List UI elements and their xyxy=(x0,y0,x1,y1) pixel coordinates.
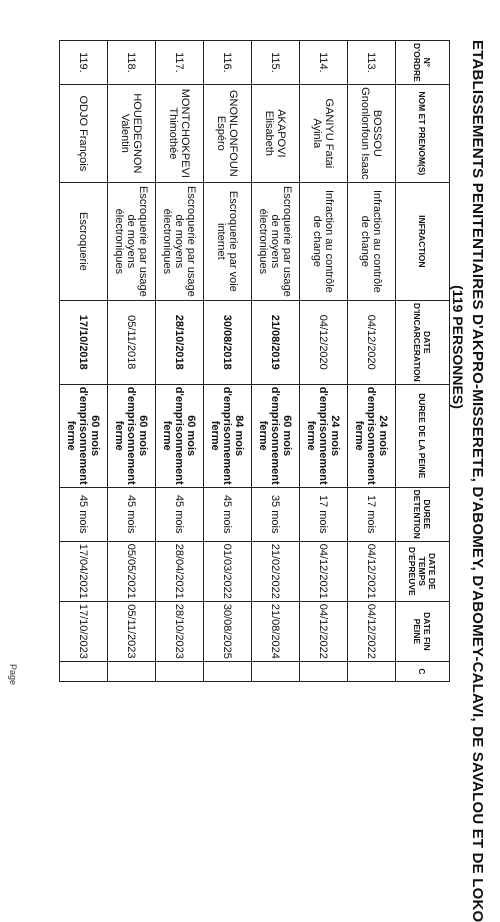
cell-name: HOUEDEGNON Valentin xyxy=(108,84,156,182)
cell-infraction: Infraction au contrôle de change xyxy=(300,182,348,300)
cell-duree-peine: 60 mois d'emprisonnement ferme xyxy=(156,384,204,487)
cell-duree-detention: 45 mois xyxy=(108,487,156,541)
cell-duree-peine: 60 mois d'emprisonnement ferme xyxy=(60,384,108,487)
cell-date-fin: 04/12/2022 xyxy=(348,601,396,661)
cell-date-fin: 05/11/2023 xyxy=(108,601,156,661)
cell-date-incarceration: 04/12/2020 xyxy=(300,300,348,384)
cell-duree-detention: 45 mois xyxy=(156,487,204,541)
header-infraction: INFRACTION xyxy=(396,182,450,300)
header-extra: C xyxy=(396,661,450,681)
cell-date-incarceration: 05/11/2018 xyxy=(108,300,156,384)
cell-num: 113. xyxy=(348,41,396,85)
cell-name: ODJO François xyxy=(60,84,108,182)
cell-name: GANIYU Fatai Ayinla xyxy=(300,84,348,182)
cell-infraction: Escroquerie xyxy=(60,182,108,300)
cell-date-epreuve: 04/12/2021 xyxy=(300,541,348,601)
cell-num: 114. xyxy=(300,41,348,85)
document-title: ETABLISSEMENTS PENITENTIAIRES D'AKPRO-MISSERETE, D'ABOMEY, D'ABOMEY-CALAVI, DE SAVALOU ET DE LOKO xyxy=(469,40,486,922)
header-name: NOM ET PRENOM(S) xyxy=(396,84,450,182)
cell-date-fin: 21/08/2024 xyxy=(252,601,300,661)
cell-date-fin: 04/12/2022 xyxy=(300,601,348,661)
cell-date-incarceration: 21/08/2019 xyxy=(252,300,300,384)
cell-infraction: Infraction au contrôle de change xyxy=(348,182,396,300)
cell-num: 118. xyxy=(108,41,156,85)
cell-date-incarceration: 17/10/2018 xyxy=(60,300,108,384)
cell-duree-peine: 84 mois d'emprisonnement ferme xyxy=(204,384,252,487)
cell-duree-peine: 24 mois d'emprisonnement ferme xyxy=(348,384,396,487)
cell-extra xyxy=(60,661,108,681)
cell-infraction: Escroquerie par usage de moyens électroniques xyxy=(156,182,204,300)
cell-date-fin: 17/10/2023 xyxy=(60,601,108,661)
cell-extra xyxy=(300,661,348,681)
cell-duree-peine: 60 mois d'emprisonnement ferme xyxy=(108,384,156,487)
cell-duree-detention: 45 mois xyxy=(204,487,252,541)
document-subtitle: (119 PERSONNES) xyxy=(450,285,466,409)
cell-infraction: Escroquerie par voie internet xyxy=(204,182,252,300)
cell-duree-peine: 24 mois d'emprisonnement ferme xyxy=(300,384,348,487)
cell-extra xyxy=(204,661,252,681)
cell-duree-detention: 35 mois xyxy=(252,487,300,541)
table-row xyxy=(252,41,300,682)
table-row xyxy=(348,41,396,682)
cell-duree-peine: 60 mois d'emprisonnement ferme xyxy=(252,384,300,487)
cell-extra xyxy=(108,661,156,681)
cell-date-incarceration: 28/10/2018 xyxy=(156,300,204,384)
cell-duree-detention: 45 mois xyxy=(60,487,108,541)
cell-name: BOSSOU Gnonlonfoun Isaac xyxy=(348,84,396,182)
cell-num: 117. xyxy=(156,41,204,85)
cell-duree-detention: 17 mois xyxy=(348,487,396,541)
cell-date-fin: 30/08/2025 xyxy=(204,601,252,661)
cell-date-epreuve: 21/02/2022 xyxy=(252,541,300,601)
cell-date-fin: 28/10/2023 xyxy=(156,601,204,661)
cell-num: 115. xyxy=(252,41,300,85)
cell-name: AKAPOVI Elisabeth xyxy=(252,84,300,182)
header-num: N° D'ORDRE xyxy=(396,41,450,85)
cell-date-epreuve: 01/03/2022 xyxy=(204,541,252,601)
cell-date-incarceration: 30/08/2018 xyxy=(204,300,252,384)
cell-extra xyxy=(156,661,204,681)
table-row xyxy=(108,41,156,682)
header-date-epreuve: DATE DE TEMPS D'EPREUVE xyxy=(396,541,450,601)
cell-num: 119. xyxy=(60,41,108,85)
cell-extra xyxy=(252,661,300,681)
cell-infraction: Escroquerie par usage de moyens électroniques xyxy=(108,182,156,300)
table-row xyxy=(300,41,348,682)
detainees-table xyxy=(59,40,450,682)
cell-name: MONTCHOKPEVI Thimothée xyxy=(156,84,204,182)
cell-infraction: Escroquerie par usage de moyens électroniques xyxy=(252,182,300,300)
cell-date-epreuve: 04/12/2021 xyxy=(348,541,396,601)
cell-date-incarceration: 04/12/2020 xyxy=(348,300,396,384)
cell-date-epreuve: 28/04/2021 xyxy=(156,541,204,601)
cell-num: 116. xyxy=(204,41,252,85)
table-row xyxy=(204,41,252,682)
table-row xyxy=(156,41,204,682)
cell-name: GNONLONFOUN Espéro xyxy=(204,84,252,182)
table-row xyxy=(60,41,108,682)
header-duree-detention: DUREE DETENTION xyxy=(396,487,450,541)
table-header-row xyxy=(396,41,450,682)
cell-duree-detention: 17 mois xyxy=(300,487,348,541)
header-duree-peine: DUREE DE LA PEINE xyxy=(396,384,450,487)
header-date-fin: DATE FIN PEINE xyxy=(396,601,450,661)
cell-date-epreuve: 17/04/2021 xyxy=(60,541,108,601)
cell-date-epreuve: 05/05/2021 xyxy=(108,541,156,601)
header-date-incarceration: DATE D'INCARCERATION xyxy=(396,300,450,384)
cell-extra xyxy=(348,661,396,681)
page-footer: Page xyxy=(8,664,18,686)
